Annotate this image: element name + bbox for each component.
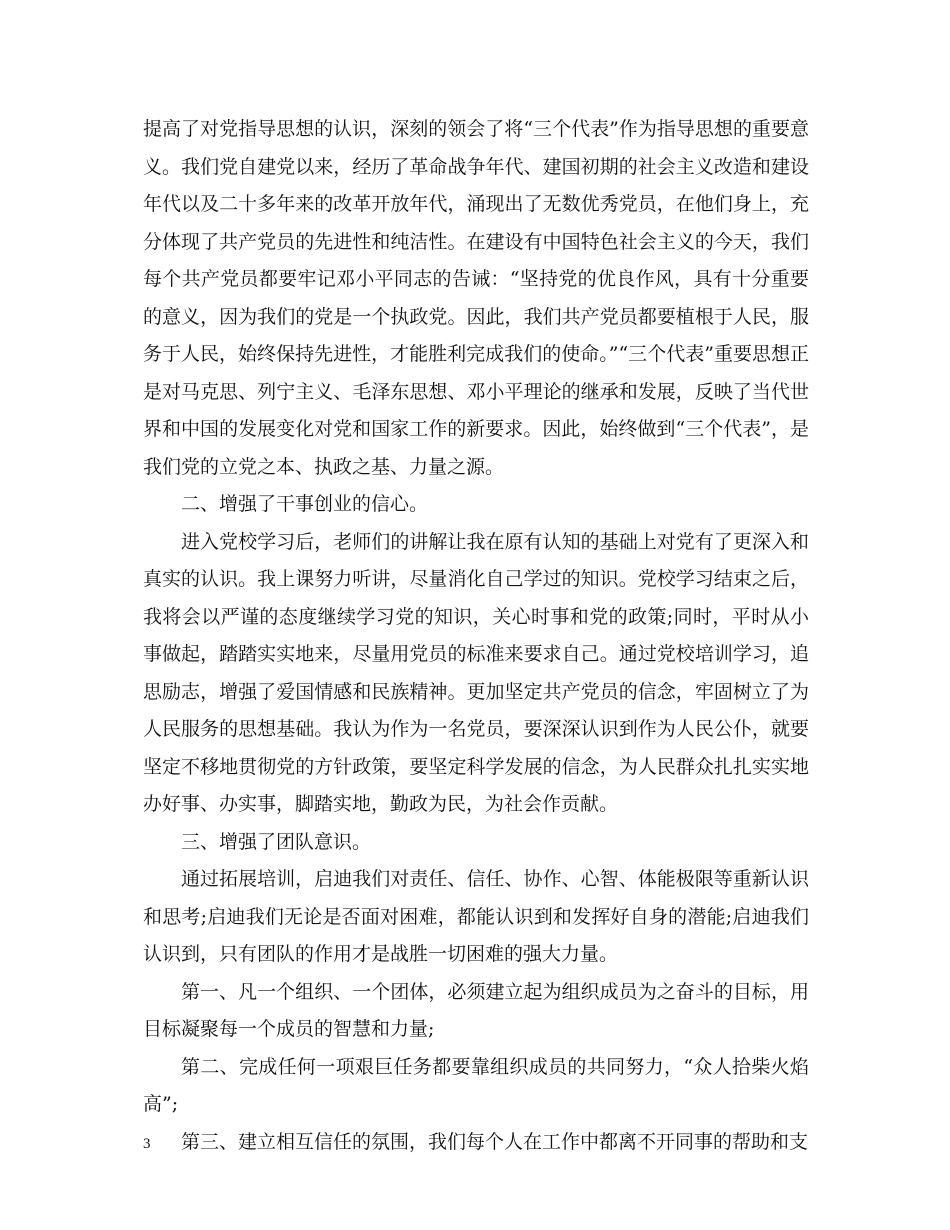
paragraph-1: 提高了对党指导思想的认识，深刻的领会了将“三个代表”作为指导思想的重要意义。我们党自建党以来，经历了革命战争年代、建国初期的社会主义改造和建设年代以及二十多年来的改革开放年代，涌现出了无数优秀党员，在他们身上，充分体现了共产党员的先进性和纯洁性。在建设有中国特色社会主义的今天，我们每个共产党员都要牢记邓小平同志的告诫：“坚持党的优良作风，具有十分重要的意义，因为我们的党是一个执政党。因此，我们共产党员都要植根于人民，服务于人民，始终保持先进性，才能胜利完成我们的使命。”“三个代表”重要思想正是对马克思、列宁主义、毛泽东思想、邓小平理论的继承和发展，反映了当代世界和中国的发展变化对党和国家工作的新要求。因此，始终做到“三个代表”，是我们党的立党之本、执政之基、力量之源。 <box>143 118 809 478</box>
paragraph-6: 第一、凡一个组织、一个团体，必须建立起为组织成员为之奋斗的目标，用目标凝聚每一个成员的智慧和力量; <box>143 980 809 1040</box>
document-body <box>143 111 809 1161</box>
paragraph-3: 进入党校学习后，老师们的讲解让我在原有认知的基础上对党有了更深入和真实的认识。我上课努力听讲，尽量消化自己学过的知识。党校学习结束之后，我将会以严谨的态度继续学习党的知识，关心时事和党的政策;同时，平时从小事做起，踏踏实实地来，尽量用党员的标准来要求自己。通过党校培训学习，追思励志，增强了爱国情感和民族精神。更加坚定共产党员的信念，牢固树立了为人民服务的思想基础。我认为作为一名党员，要深深认识到作为人民公仆，就要坚定不移地贯彻党的方针政策，要坚定科学发展的信念，为人民群众扎扎实实地办好事、办实事，脚踏实地，勤政为民，为社会作贡献。 <box>143 530 809 815</box>
paragraph-8: 第三、建立相互信任的氛围，我们每个人在工作中都离不开同事的帮助和支 <box>181 1130 809 1153</box>
paragraph-7: 第二、完成任何一项艰巨任务都要靠组织成员的共同努力，“众人拾柴火焰高”; <box>143 1055 809 1115</box>
paragraph-5: 通过拓展培训，启迪我们对责任、信任、协作、心智、体能极限等重新认识和思考;启迪我们无论是否面对困难，都能认识到和发挥好自身的潜能;启迪我们认识到，只有团队的作用才是战胜一切困难的强大力量。 <box>143 868 809 965</box>
page-number: 3 <box>143 1136 151 1152</box>
paragraph-4-heading: 三、增强了团队意识。 <box>181 830 372 853</box>
paragraph-2-heading: 二、增强了干事创业的信心。 <box>181 493 429 515</box>
